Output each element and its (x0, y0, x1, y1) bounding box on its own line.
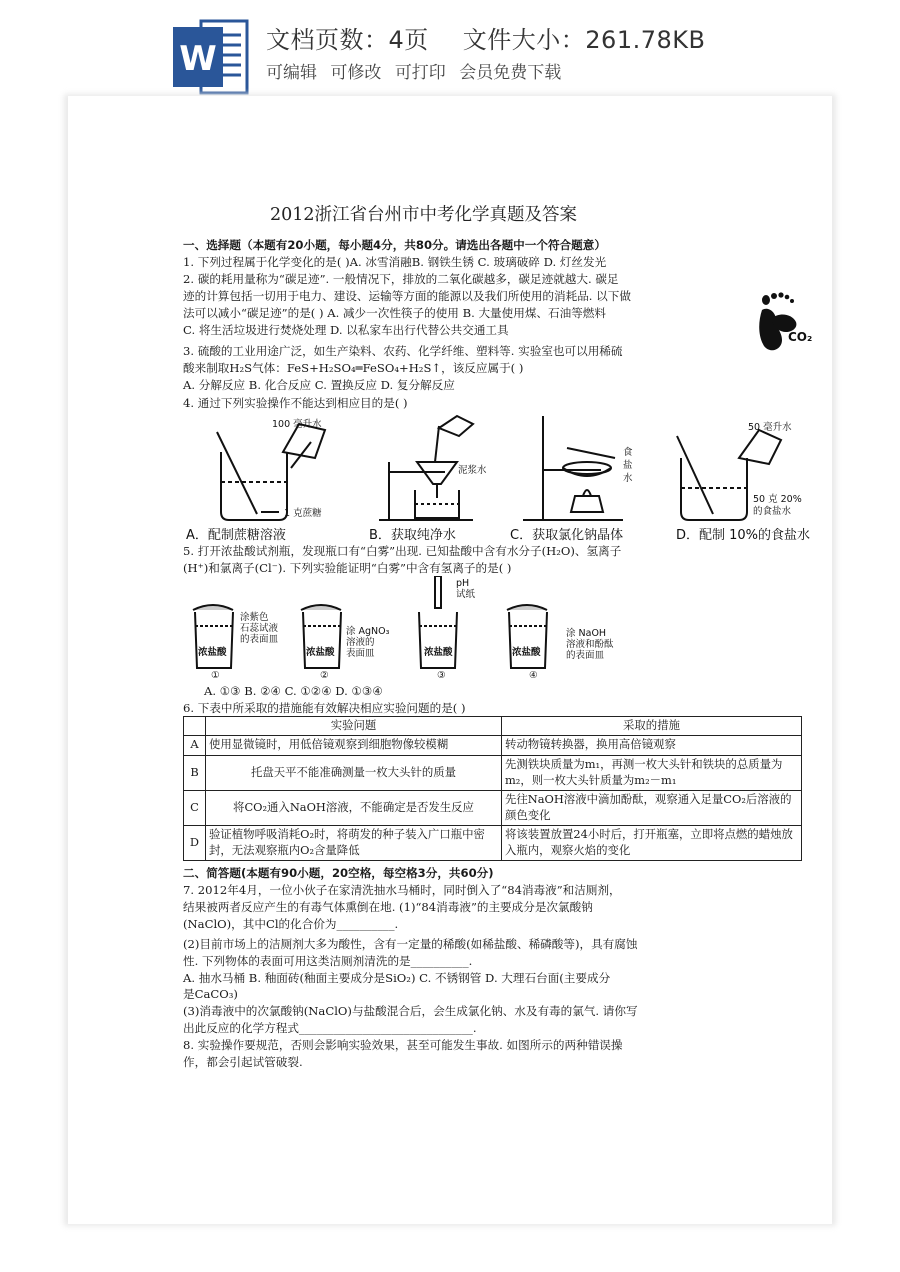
question-2-line-3: 法可以减小“碳足迹”的是( ) A. 减少一次性筷子的使用 B. 大量使用煤、石油等燃料 (183, 306, 606, 320)
question-2-line-2: 迹的计算包括一切用于电力、建设、运输等方面的能源以及我们所使用的消耗品. 以下做 (183, 289, 631, 303)
question-7-line-9: 出此反应的化学方程式______________________________. (183, 1021, 477, 1035)
feature-member-download[interactable]: 会员免费下载 (459, 63, 562, 83)
word-document-icon (171, 17, 251, 97)
label-acid-3: 浓盐酸 (424, 647, 453, 658)
question-4: 4. 通过下列实验操作不能达到相应目的是( ) (183, 396, 408, 410)
q4-caption-b: B．获取纯净水 (369, 528, 456, 543)
question-7-line-5: 性. 下列物体的表面可用这类洁厕剂清洗的是__________. (183, 954, 473, 968)
label-salt-solution: 50 克 20% 的食盐水 (753, 494, 802, 517)
table-header-measure: 采取的措施 (502, 717, 802, 736)
label-salt-water: 食 盐 水 (623, 447, 633, 484)
row-problem: 验证植物呼吸消耗O₂时，将萌发的种子装入广口瓶中密封，无法观察瓶内O₂含量降低 (206, 825, 502, 860)
feature-printable: 可打印 (394, 63, 446, 83)
table-row (184, 790, 802, 825)
question-8-line-1: 8. 实验操作要规范，否则会影响实验效果，甚至可能发生事故. 如图所示的两种错误操 (183, 1038, 623, 1052)
question-5-options: A. ①③ B. ②④ C. ①②④ D. ①③④ (204, 684, 383, 698)
label-naoh-dish: 涂 NaOH 溶液和酚酞 的表面皿 (566, 628, 614, 661)
feature-list (266, 58, 569, 83)
question-7-line-3: (NaClO)，其中Cl的化合价为__________. (183, 917, 399, 931)
row-index: B (184, 755, 206, 790)
q4-caption-a: A．配制蔗糖溶液 (186, 528, 286, 543)
beaker-number-2: ② (320, 670, 329, 681)
question-5-line-1: 5. 打开浓盐酸试剂瓶，发现瓶口有“白雾”出现. 已知盐酸中含有水分子(H₂O)、氢离子 (183, 544, 622, 558)
feature-modifiable: 可修改 (330, 63, 382, 83)
section-short-answer-heading: 二、简答题(本题有90小题，20空格，每空格3分，共60分) (183, 866, 494, 880)
co2-label: CO₂ (788, 330, 812, 344)
label-50ml-water: 50 毫升水 (748, 422, 792, 433)
beaker-number-4: ④ (529, 670, 538, 681)
question-6: 6. 下表中所采取的措施能有效解决相应实验问题的是( ) (183, 701, 466, 715)
page-count: 文档页数：4页 (266, 26, 429, 54)
question-7-line-8: (3)消毒液中的次氯酸钠(NaClO)与盐酸混合后，会生成氯化钠、水及有毒的氯气. 请你写 (183, 1004, 638, 1018)
table-row (184, 825, 802, 860)
question-7-line-1: 7. 2012年4月，一位小伙子在家清洗抽水马桶时，同时倒入了“84消毒液”和洁厕剂， (183, 883, 621, 897)
label-ph-paper: pH 试纸 (456, 578, 476, 600)
beaker-number-3: ③ (437, 670, 446, 681)
row-measure: 转动物镜转换器，换用高倍镜观察 (502, 735, 802, 755)
file-size: 文件大小：261.78KB (462, 26, 706, 54)
download-banner (0, 0, 900, 100)
question-7-line-6: A. 抽水马桶 B. 釉面砖(釉面主要成分是SiO₂) C. 不锈钢管 D. 大理石台面(主要成分 (183, 971, 611, 985)
row-index: D (184, 825, 206, 860)
document-title: 2012浙江省台州市中考化学真题及答案 (270, 205, 578, 225)
section-choice-heading: 一、选择题（本题有20小题，每小题4分，共80分。请选出各题中一个符合题意） (183, 238, 606, 252)
question-1: 1. 下列过程属于化学变化的是( )A. 冰雪消融B. 钢铁生锈 C. 玻璃破碎 D. 灯丝发光 (183, 255, 607, 269)
table-header-blank (184, 717, 206, 736)
question-3-line-3: A. 分解反应 B. 化合反应 C. 置换反应 D. 复分解反应 (183, 378, 455, 392)
table-row (184, 735, 802, 755)
label-acid-4: 浓盐酸 (512, 647, 541, 658)
question-2-line-4: C. 将生活垃圾进行焚烧处理 D. 以私家车出行代替公共交通工具 (183, 323, 509, 337)
label-mud-water: 泥浆水 (458, 465, 487, 476)
row-problem: 将CO₂通入NaOH溶液，不能确定是否发生反应 (206, 790, 502, 825)
row-index: A (184, 735, 206, 755)
beaker-number-1: ① (211, 670, 220, 681)
label-agno3-dish: 涂 AgNO₃ 溶液的 表面皿 (346, 626, 390, 659)
question-7-line-2: 结果被两者反应产生的有毒气体熏倒在地. (1)“84消毒液”的主要成分是次氯酸钠 (183, 900, 593, 914)
file-info-line (266, 20, 705, 55)
carbon-footprint-icon (752, 288, 812, 354)
row-measure: 先往NaOH溶液中滴加酚酞，观察通入足量CO₂后溶液的颜色变化 (502, 790, 802, 825)
label-100ml-water: 100 毫升水 (272, 419, 322, 430)
table-row (184, 755, 802, 790)
question-7-line-7: 是CaCO₃) (183, 987, 238, 1001)
label-acid-2: 浓盐酸 (306, 647, 335, 658)
table-header-row (184, 717, 802, 736)
row-index: C (184, 790, 206, 825)
question-3-line-2: 酸来制取H₂S气体：FeS+H₂SO₄═FeSO₄+H₂S↑，该反应属于( ) (183, 361, 524, 375)
q6-table (183, 716, 802, 861)
question-8-line-2: 作，都会引起试管破裂. (183, 1055, 303, 1069)
label-sugar: 1 克蔗糖 (284, 508, 322, 519)
label-acid-1: 浓盐酸 (198, 647, 227, 658)
question-5-line-2: (H⁺)和氯离子(Cl⁻). 下列实验能证明“白雾”中含有氢离子的是( ) (183, 561, 512, 575)
q4-caption-c: C．获取氯化钠晶体 (510, 528, 624, 543)
row-problem: 托盘天平不能准确测量一枚大头针的质量 (206, 755, 502, 790)
row-measure: 先测铁块质量为m₁，再测一枚大头针和铁块的总质量为m₂，则一枚大头针质量为m₂－m₁ (502, 755, 802, 790)
label-litmus-dish: 涂紫色 石蕊试液 的表面皿 (240, 612, 279, 645)
question-2-line-1: 2. 碳的耗用量称为“碳足迹”. 一般情况下，排放的二氧化碳越多，碳足迹就越大. 碳足 (183, 272, 619, 286)
feature-editable: 可编辑 (266, 63, 317, 83)
row-problem: 使用显微镜时，用低倍镜观察到细胞物像较模糊 (206, 735, 502, 755)
word-icon-letter: W (179, 39, 217, 79)
table-header-problem: 实验问题 (206, 717, 502, 736)
question-3-line-1: 3. 硫酸的工业用途广泛，如生产染料、农药、化学纤维、塑料等. 实验室也可以用稀硫 (183, 344, 623, 358)
q4-caption-d: D．配制 10%的食盐水 (676, 528, 811, 543)
question-7-line-4: (2)目前市场上的洁厕剂大多为酸性，含有一定量的稀酸(如稀盐酸、稀磷酸等)，具有腐蚀 (183, 937, 638, 951)
row-measure: 将该装置放置24小时后，打开瓶塞，立即将点燃的蜡烛放入瓶内，观察火焰的变化 (502, 825, 802, 860)
